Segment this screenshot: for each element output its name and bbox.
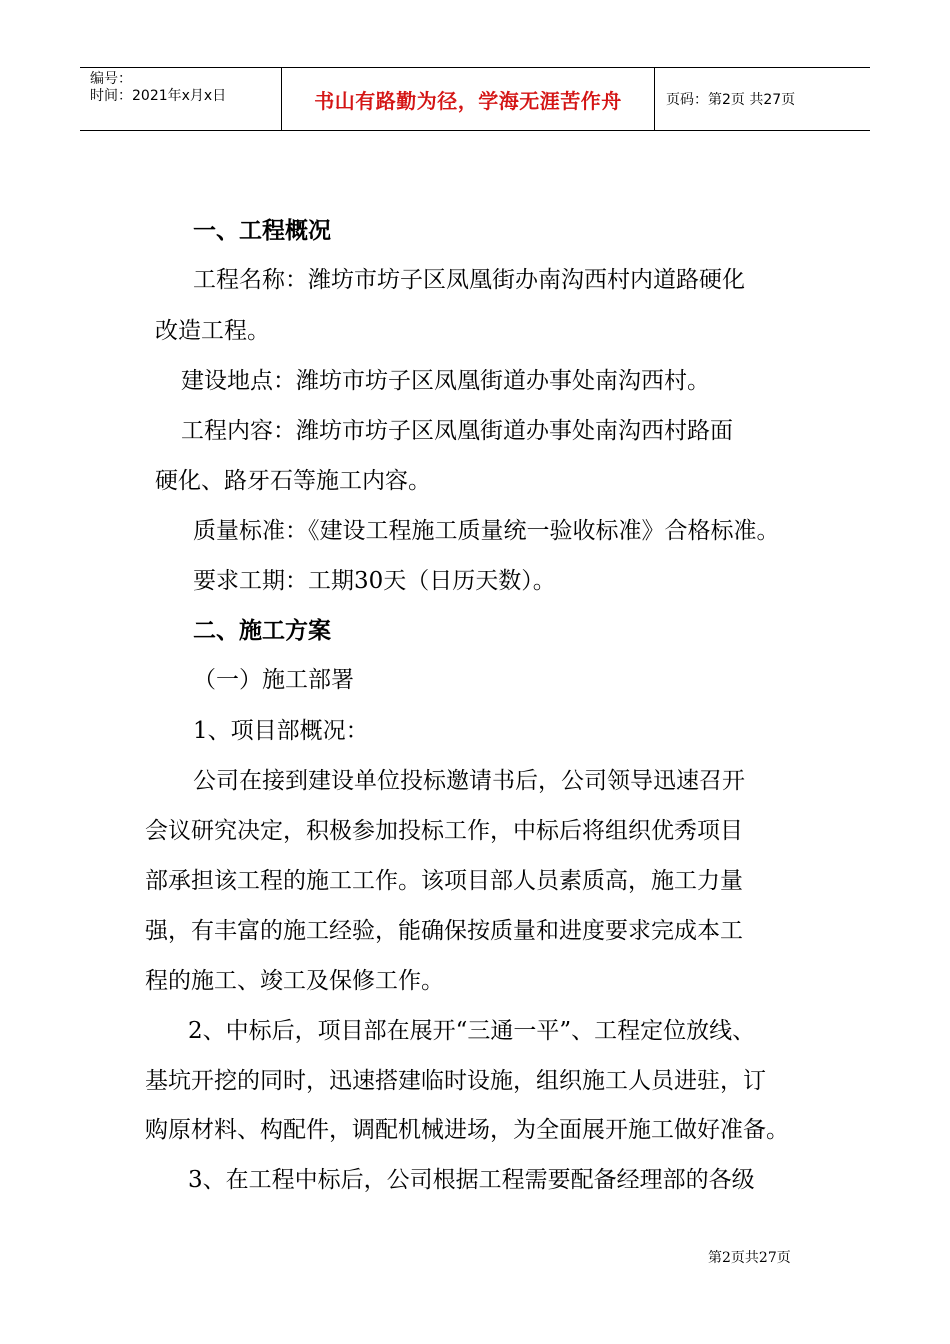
item-title-project-overview: 1、项目部概况： [193,718,369,744]
paragraph-2-line-2: 基坑开挖的同时，迅速搭建临时设施，组织施工人员进驻，订 [145,1068,766,1094]
subsection-title-deployment: （一）施工部署 [193,667,354,693]
page-footer: 第2页共27页 [708,1250,791,1266]
project-content-line-1: 工程内容：潍坊市坊子区凤凰街道办事处南沟西村路面 [181,418,733,444]
paragraph-1-line-5: 程的施工、竣工及保修工作。 [145,968,444,994]
header-motto: 书山有路勤为径，学海无涯苦作舟 [282,68,655,130]
section-title-overview: 一、工程概况 [193,218,331,244]
quality-standard: 质量标准：《建设工程施工质量统一验收标准》合格标准。 [193,518,780,544]
project-content-line-2: 硬化、路牙石等施工内容。 [155,468,431,494]
document-header [80,67,870,131]
paragraph-2-line-1: 2、中标后，项目部在展开“三通一平”、工程定位放线、 [188,1018,756,1044]
document-time-label: 时间：2021年x月x日 [90,88,227,104]
project-location: 建设地点：潍坊市坊子区凤凰街道办事处南沟西村。 [181,368,710,394]
header-page-info: 页码：第2页 共27页 [666,92,796,108]
section-title-plan: 二、施工方案 [193,618,331,644]
paragraph-3-line-1: 3、在工程中标后，公司根据工程需要配备经理部的各级 [188,1167,755,1193]
required-duration: 要求工期：工期30天（日历天数）。 [193,568,556,594]
paragraph-1-line-1: 公司在接到建设单位投标邀请书后，公司领导迅速召开 [193,768,745,794]
header-meta-cell [80,68,282,130]
project-name-line-2: 改造工程。 [155,318,270,344]
document-number-label: 编号： [90,71,132,87]
paragraph-1-line-3: 部承担该工程的施工工作。该项目部人员素质高，施工力量 [145,868,743,894]
paragraph-2-line-3: 购原材料、构配件，调配机械进场，为全面展开施工做好准备。 [145,1117,789,1143]
paragraph-1-line-2: 会议研究决定，积极参加投标工作，中标后将组织优秀项目 [145,818,743,844]
project-name-line-1: 工程名称：潍坊市坊子区凤凰街办南沟西村内道路硬化 [193,267,745,293]
paragraph-1-line-4: 强，有丰富的施工经验，能确保按质量和进度要求完成本工 [145,918,743,944]
